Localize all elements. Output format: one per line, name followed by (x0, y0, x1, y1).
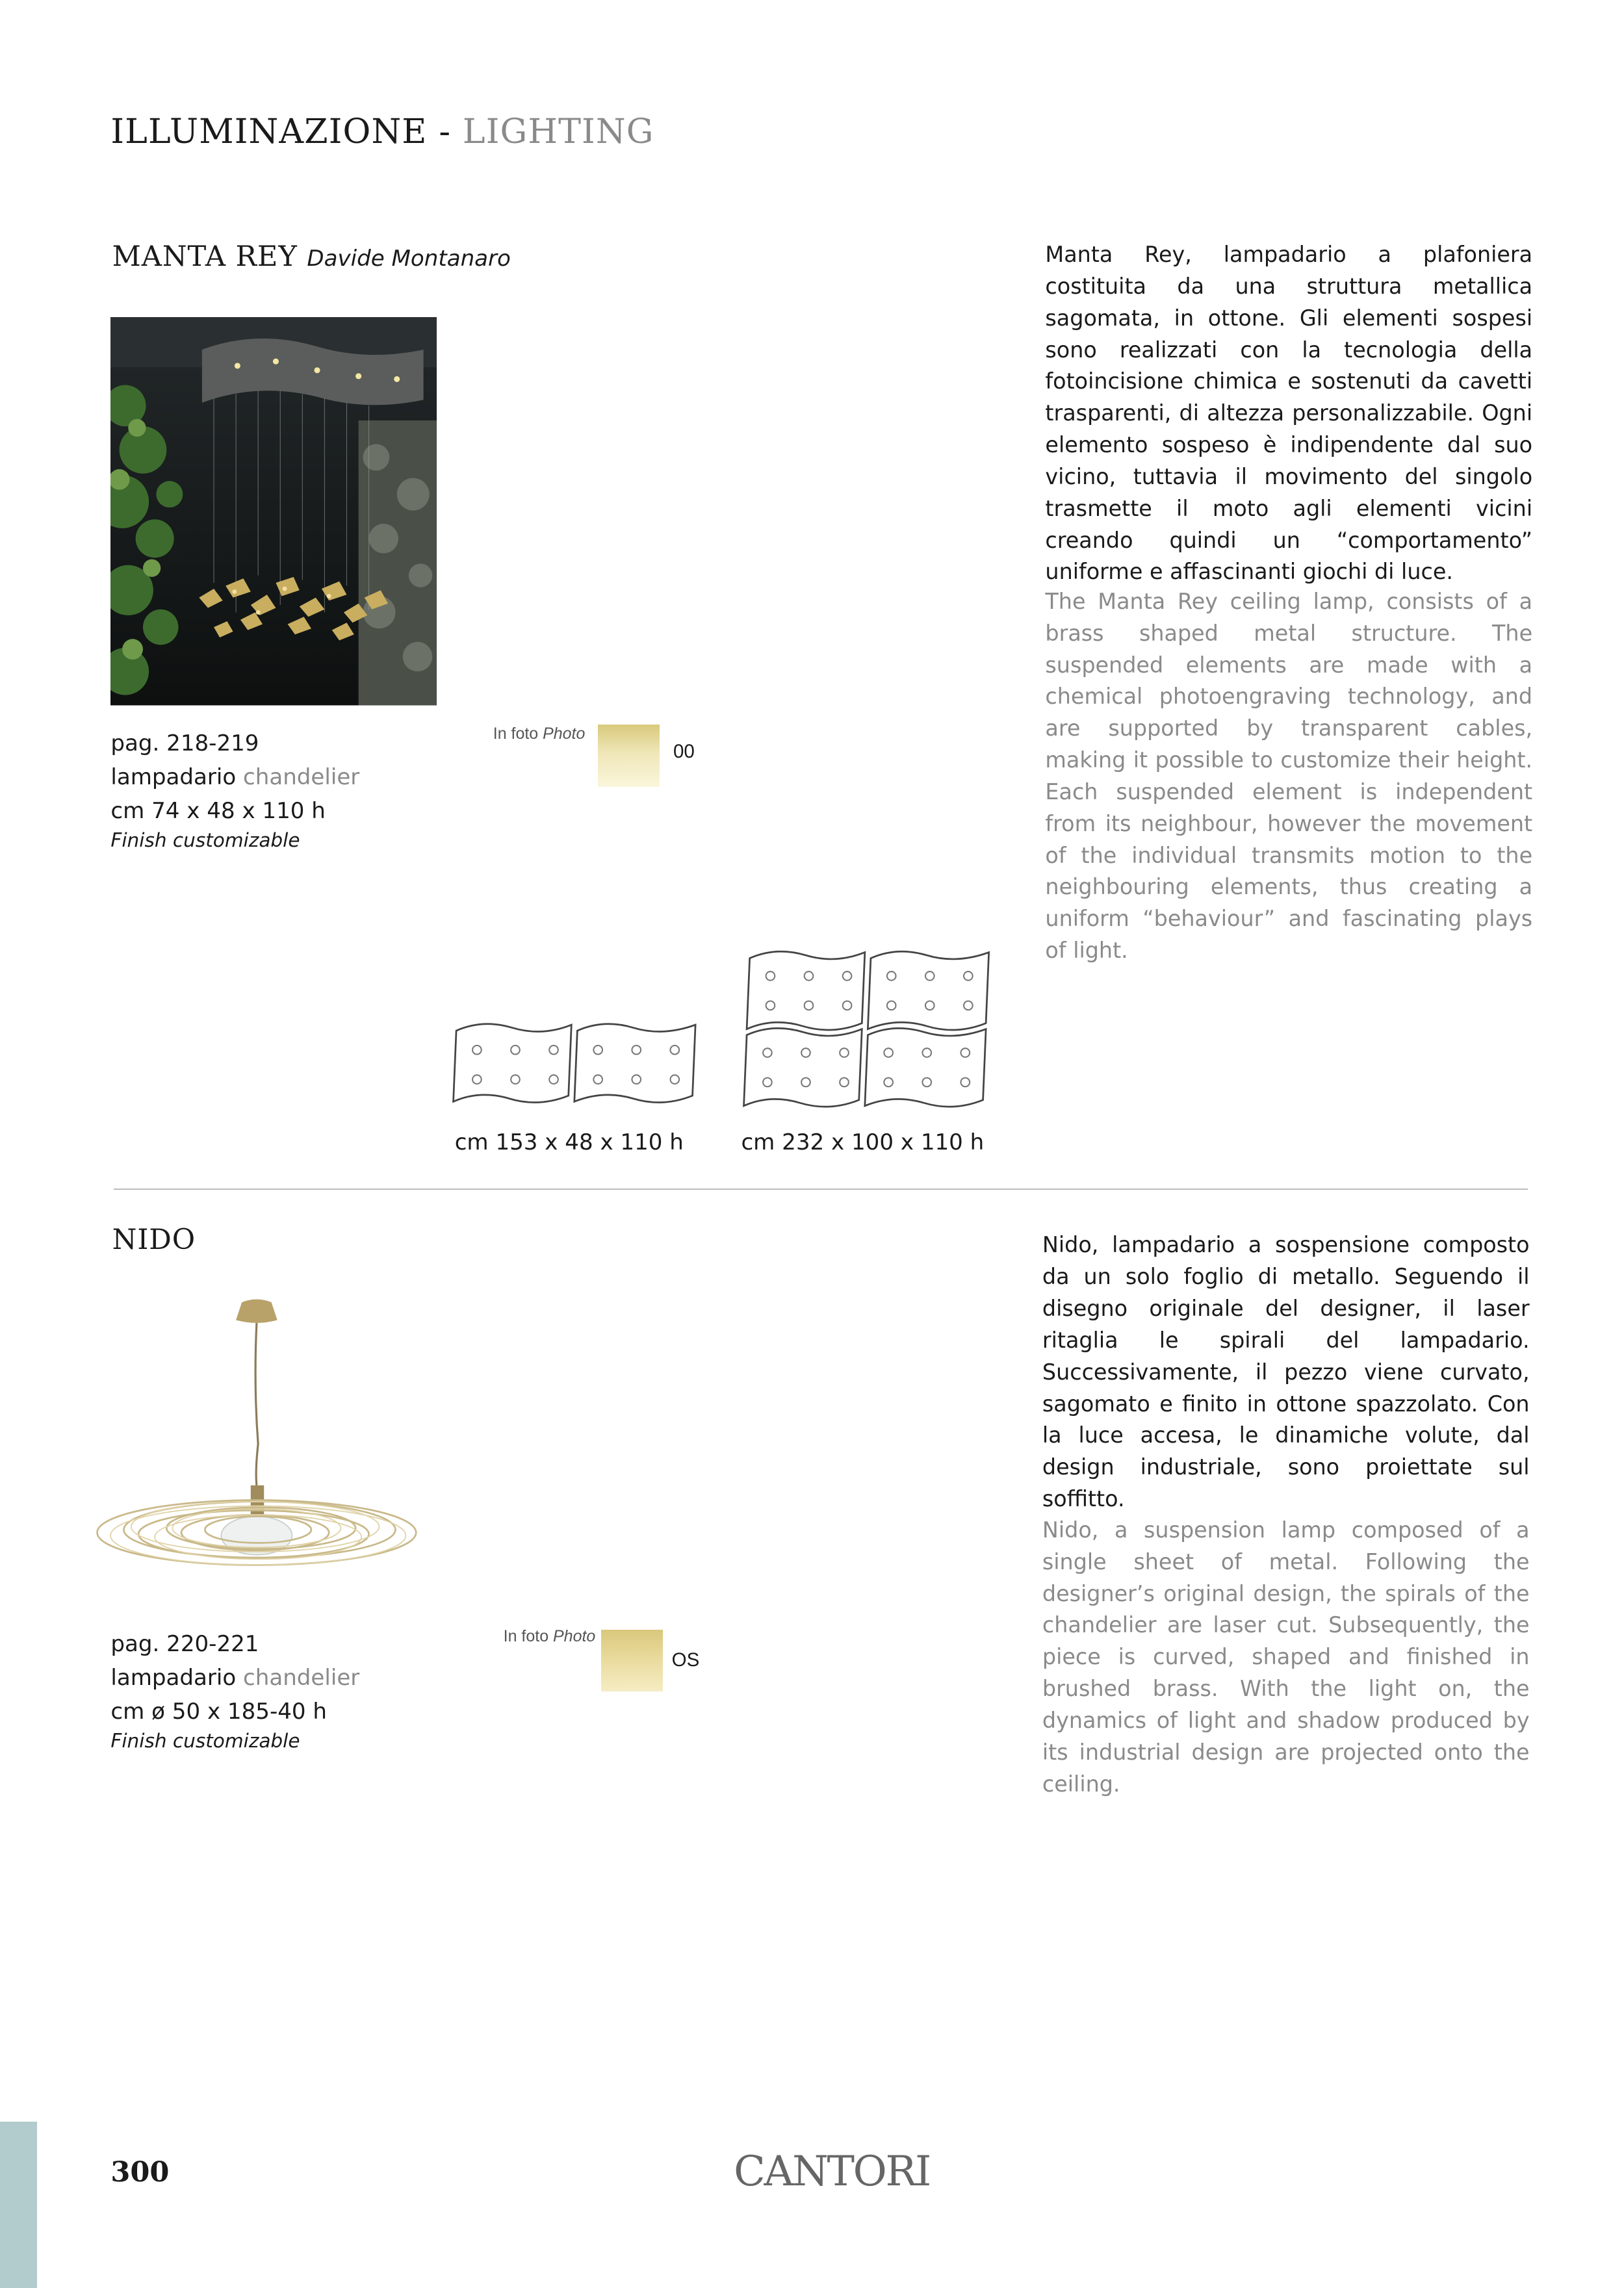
product-dimensions: cm ø 50 x 185-40 h (110, 1699, 327, 1725)
nido-photo (94, 1296, 422, 1591)
finish-swatch (598, 725, 660, 786)
variant-dimensions-large: cm 232 x 100 x 110 h (741, 1129, 985, 1155)
product-type-it: lampadario (110, 1664, 237, 1691)
product-type (110, 760, 359, 794)
description-it: Manta Rey, lampadario a plafoniera costituita da una struttura metallica sagomata, in ottone. Gli elementi sospesi sono realizzati con la tecnologia della fotoincisione chimica e sostenuti da cavetti trasparenti, di altezza personalizzabile. Ogni elemento sospeso è indipendente dal suo vicino, tuttavia il movimento del singolo trasmette il moto agli elementi vicini creando quindi un “comportamento” uniforme e affascinanti giochi di luce. (1045, 242, 1533, 585)
finish-swatch (601, 1630, 663, 1691)
section-divider (114, 1189, 1528, 1190)
photo-label-it: In foto (493, 725, 539, 743)
brand-logo: CANTORI (734, 2148, 931, 2196)
product-type-en: chandelier (243, 1664, 360, 1691)
photo-label-en: Photo (553, 1626, 596, 1645)
product-name: NIDO (112, 1224, 196, 1257)
product-type-it: lampadario (110, 764, 237, 790)
page-number: 300 (110, 2155, 170, 2189)
nido-info (110, 1627, 359, 1754)
manta-rey-info (110, 726, 359, 853)
description-it: Nido, lampadario a sospensione composto da un solo foglio di metallo. Seguendo il disegno originale del designer, il laser ritaglia le spirali del lampadario. Successivamente, il pezzo viene curvato, sagomato e finito in ottone spazzolato. Con la luce accesa, le dinamiche volute, dal design industriale, sono proiettate sul soffitto. (1042, 1232, 1530, 1512)
product-title-manta-rey (112, 240, 511, 273)
section-title-en: LIGHTING (462, 112, 654, 151)
finish-note: Finish customizable (110, 1730, 300, 1753)
photo-label-it: In foto (503, 1626, 549, 1645)
photo-label (493, 725, 586, 743)
product-name: MANTA REY (112, 240, 298, 274)
section-title-separator: - (439, 112, 452, 151)
variant-dimensions-small: cm 153 x 48 x 110 h (454, 1129, 684, 1155)
variant-diagram-small (450, 1019, 701, 1107)
description-en: Nido, a suspension lamp composed of a single sheet of metal. Following the designer’s original design, the spirals of the chandelier are laser cut. Subsequently, the piece is curved, shaped and finished in brushed brass. With the light on, the dynamics of light and shadow produced by its industrial design are projected onto the ceiling. (1042, 1517, 1530, 1797)
page-reference: pag. 220-221 (110, 1630, 259, 1657)
finish-code: OS (671, 1649, 700, 1671)
variant-diagram-large (741, 949, 992, 1109)
product-type-en: chandelier (243, 764, 360, 790)
side-color-band (0, 2122, 37, 2288)
page-reference: pag. 218-219 (110, 730, 259, 756)
finish-note: Finish customizable (110, 829, 300, 852)
product-title-nido (112, 1224, 196, 1256)
manta-rey-photo (110, 317, 437, 705)
finish-code: 00 (673, 741, 695, 763)
product-type (110, 1661, 359, 1695)
description-en: The Manta Rey ceiling lamp, consists of a brass shaped metal structure. The suspended elements are made with a chemical photoengraving technology, and are supported by transparent cables, making it possible to customize their height. Each suspended element is independent from its neighbour, however the movement of the individual transmits motion to the neighbouring elements, thus creating a uniform “behaviour” and fascinating plays of light. (1045, 588, 1533, 964)
photo-label-en: Photo (543, 725, 586, 743)
designer-name: Davide Montanaro (307, 246, 511, 272)
photo-label (504, 1627, 596, 1646)
section-title (110, 112, 654, 151)
product-dimensions: cm 74 x 48 x 110 h (110, 798, 326, 825)
section-title-it: ILLUMINAZIONE (110, 112, 428, 151)
